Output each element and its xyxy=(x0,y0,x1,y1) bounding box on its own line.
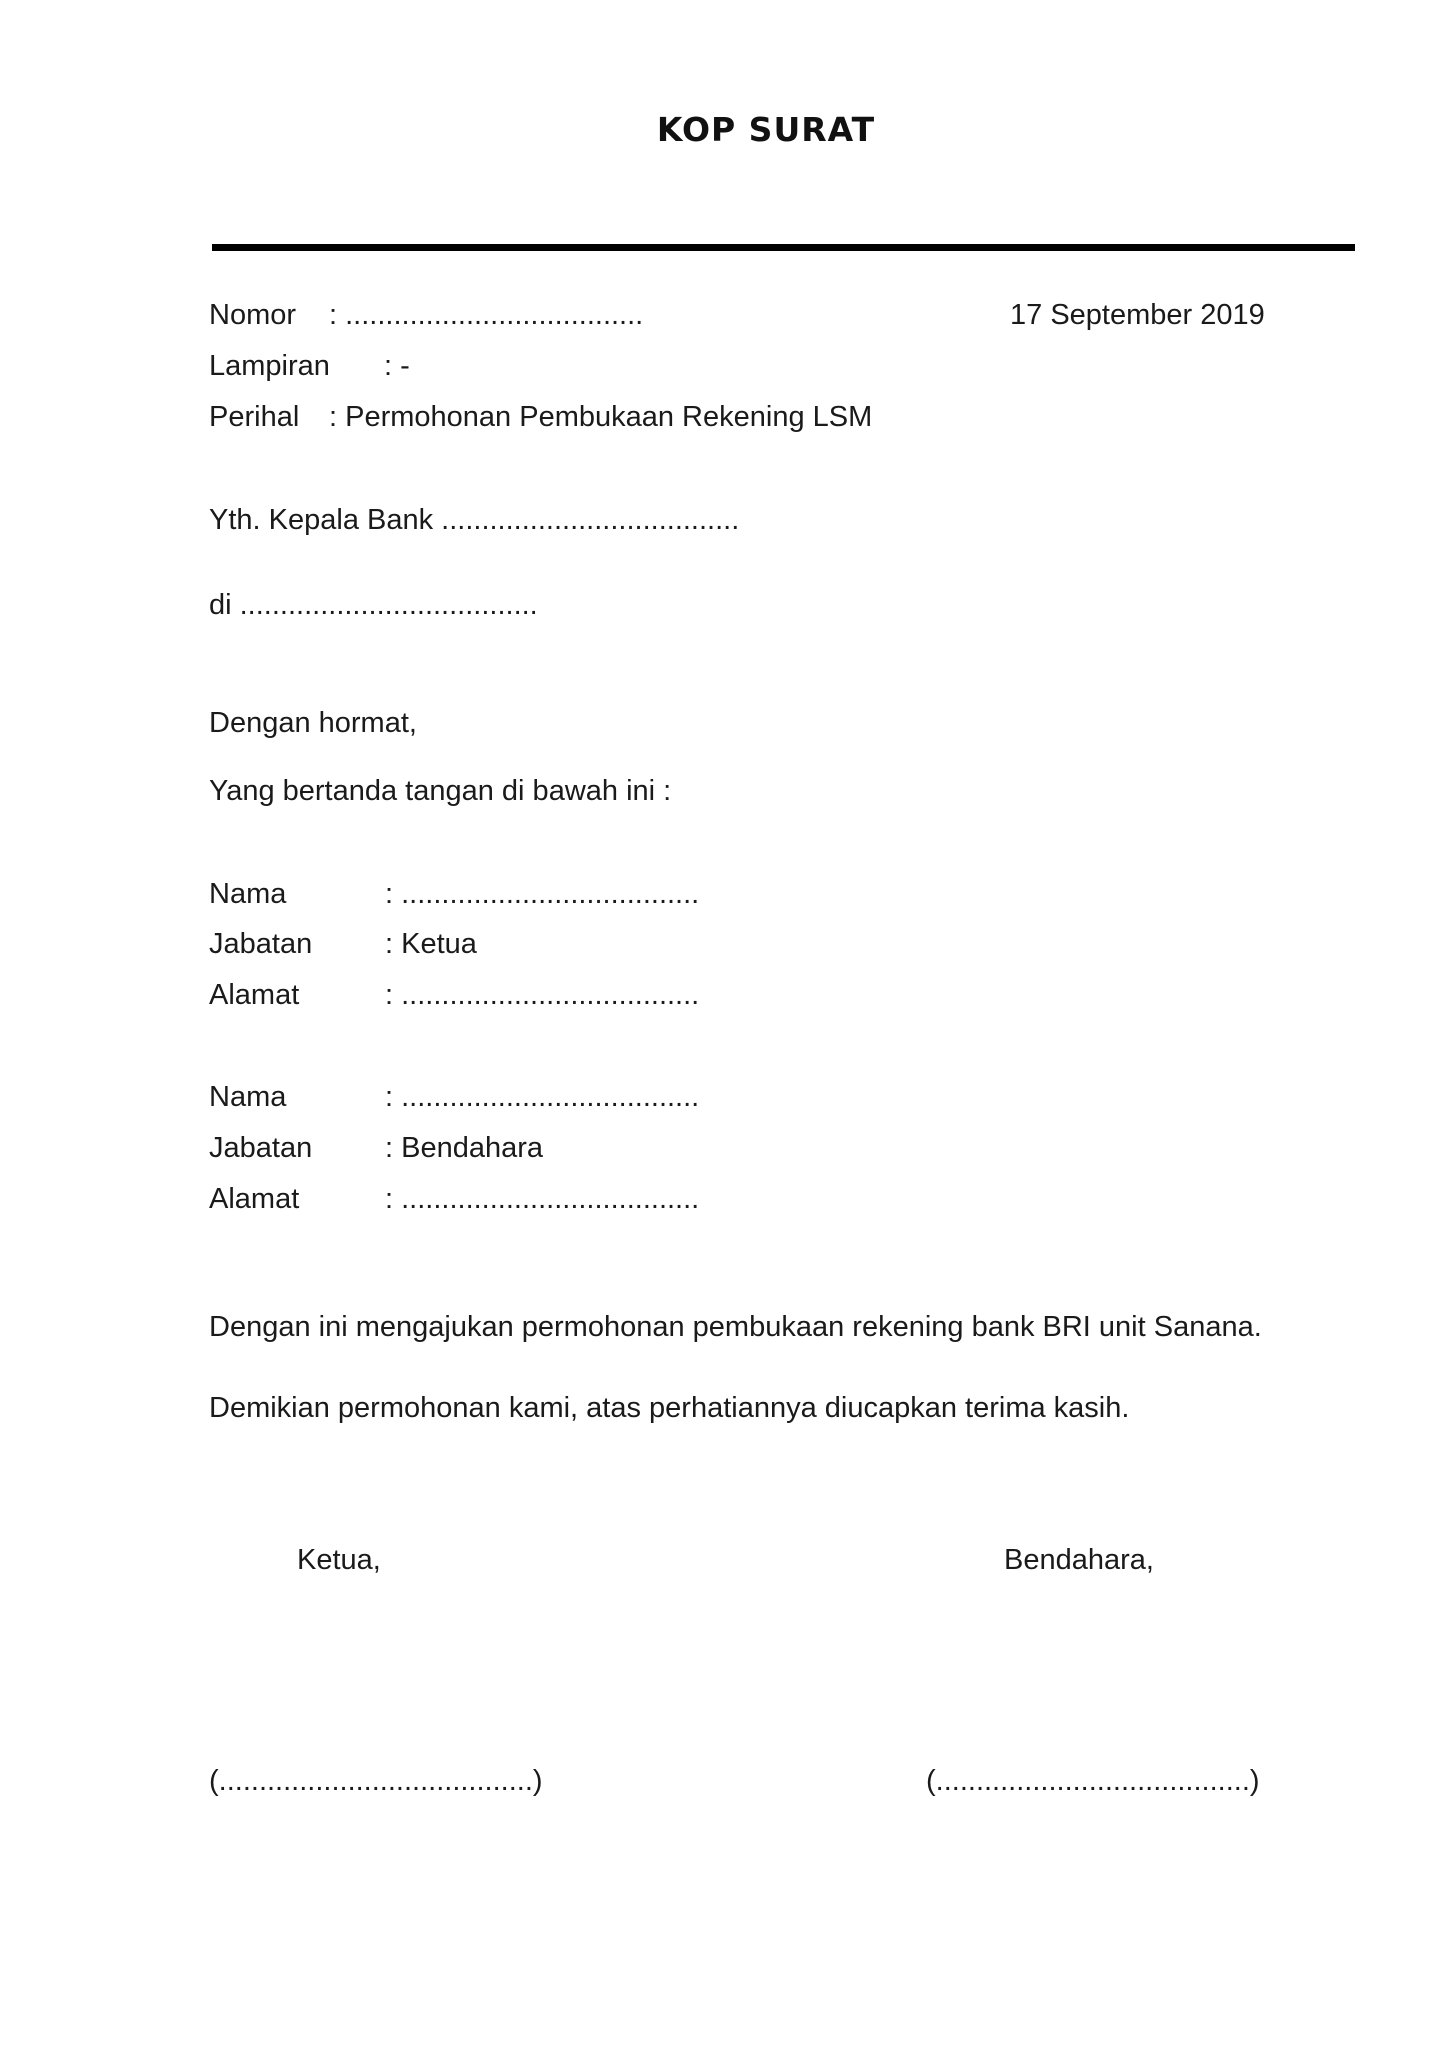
signer1-alamat-value: : ..................................... xyxy=(385,979,700,1011)
recipient-line: Yth. Kepala Bank ..................................... xyxy=(209,504,740,536)
signer2-nama-label: Nama xyxy=(209,1081,287,1113)
recipient-location: di ..................................... xyxy=(209,589,538,621)
signer1-nama-label: Nama xyxy=(209,878,287,910)
perihal-label: Perihal xyxy=(209,401,300,433)
greeting: Dengan hormat, xyxy=(209,707,417,739)
signer2-jabatan-value: : Bendahara xyxy=(385,1132,544,1164)
perihal-value: : Permohonan Pembukaan Rekening LSM xyxy=(329,401,873,433)
signature-name-ketua: (.......................................) xyxy=(209,1765,543,1797)
closing-paragraph: Demikian permohonan kami, atas perhatiannya diucapkan terima kasih. xyxy=(209,1392,1130,1424)
signer1-jabatan-value: : Ketua xyxy=(385,928,477,960)
letterhead-title: KOP SURAT xyxy=(656,110,876,149)
signer1-alamat-label: Alamat xyxy=(209,979,300,1011)
signer2-alamat-value: : ..................................... xyxy=(385,1183,700,1215)
nomor-label: Nomor xyxy=(209,299,297,331)
nomor-value: : ..................................... xyxy=(329,299,644,331)
signer2-alamat-label: Alamat xyxy=(209,1183,300,1215)
signer2-jabatan-label: Jabatan xyxy=(209,1132,313,1164)
signature-title-ketua: Ketua, xyxy=(297,1544,381,1576)
signature-title-bendahara: Bendahara, xyxy=(1004,1544,1154,1576)
letter-date: 17 September 2019 xyxy=(1010,299,1265,331)
request-paragraph: Dengan ini mengajukan permohonan pembukaan rekening bank BRI unit Sanana. xyxy=(209,1311,1262,1343)
signature-name-bendahara: (.......................................) xyxy=(926,1765,1260,1797)
signer1-nama-value: : ..................................... xyxy=(385,878,700,910)
letterhead-divider xyxy=(212,244,1355,251)
signer1-jabatan-label: Jabatan xyxy=(209,928,313,960)
lampiran-label: Lampiran xyxy=(209,350,330,382)
signer2-nama-value: : ..................................... xyxy=(385,1081,700,1113)
lampiran-value: : - xyxy=(384,350,410,382)
intro-text: Yang bertanda tangan di bawah ini : xyxy=(209,775,672,807)
